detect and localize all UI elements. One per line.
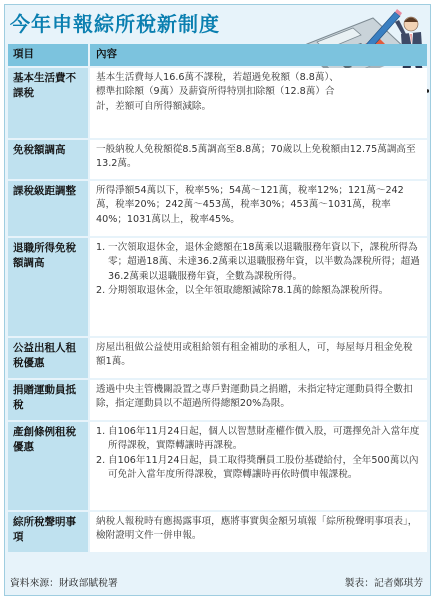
table-row (8, 238, 427, 336)
row-content (90, 422, 427, 510)
row-item: 產創條例租稅優惠 (8, 422, 88, 510)
table-row (8, 338, 427, 378)
page-title: 今年申報綜所稅新制度 (10, 12, 220, 36)
row-content: 納稅人報稅時有應揭露事項，應將事實與金額另填報「綜所稅聲明事項表」，檢附證明文件一併申報。 (90, 512, 427, 552)
table-row (8, 140, 427, 179)
list-item (96, 454, 421, 483)
list-item-number: 2. (96, 454, 106, 466)
row-content: 所得淨額54萬以下，稅率5%；54萬～121萬，稅率12%；121萬～242萬，稅率20%；242萬～453萬，稅率30%；453萬～1031萬，稅率40%；1031萬以上，稅率45%。 (90, 181, 427, 236)
row-item: 免稅額調高 (8, 140, 88, 179)
row-item: 課稅級距調整 (8, 181, 88, 236)
table-row (8, 181, 427, 236)
row-content (90, 238, 427, 336)
row-content: 透過中央主管機關設置之專戶對運動員之捐贈，未指定特定運動員得全數扣除，指定運動員以不超過所得總額20%為限。 (90, 380, 427, 420)
row-content: 一般納稅人免稅額從8.5萬調高至8.8萬；70歲以上免稅額由12.75萬調高至13.2萬。 (90, 140, 427, 179)
list-item-number: 1. (96, 425, 106, 437)
table-row (8, 512, 427, 552)
list-item-number: 1. (96, 241, 106, 253)
list-item (96, 241, 421, 284)
header-content: 內容 (90, 44, 427, 66)
list-item-text: 分期領取退休金，以全年領取總額減除78.1萬的餘額為課稅所得。 (108, 284, 389, 296)
table-row (8, 422, 427, 510)
source-note: 資料來源：財政部賦稅署 (10, 578, 118, 589)
row-item: 基本生活費不課稅 (8, 68, 88, 138)
list-item (96, 284, 421, 298)
row-item: 捐贈運動員抵稅 (8, 380, 88, 420)
list-item-text: 一次領取退休金，退休金總額在18萬乘以退職服務年資以下，課稅所得為零；超過18萬、未達36.2萬乘以退職服務年資，以半數為課稅所得；超過36.2萬乘以退職服務年資，全數為課稅所得。 (108, 241, 420, 282)
tax-table (8, 44, 427, 552)
table-row (8, 68, 427, 138)
row-item: 公益出租人租稅優惠 (8, 338, 88, 378)
row-item: 綜所稅聲明事項 (8, 512, 88, 552)
row-content: 房屋出租做公益使用或租給領有租金補助的承租人，可，每屋每月租金免稅額1萬。 (90, 338, 427, 378)
list-item-number: 2. (96, 284, 106, 296)
list-item-text: 自106年11月24日起，個人以智慧財產權作價入股，可選擇免計入當年度所得課稅，實際轉讓時再課稅。 (108, 425, 420, 452)
table-row (8, 380, 427, 420)
list-item (96, 425, 421, 454)
header-item: 項目 (8, 44, 88, 66)
list-item-text: 自106年11月24日起，員工取得獎酬員工股份基礎給付，全年500萬以內可免計入當年度所得課稅，實際轉讓時再依時價申報課稅。 (108, 454, 419, 480)
footer (10, 575, 423, 589)
row-item: 退職所得免稅額調高 (8, 238, 88, 336)
table-header-row (8, 44, 427, 66)
credit-note: 製表：記者鄭琪芳 (344, 578, 423, 589)
row-content: 基本生活費每人16.6萬不課稅，若超過免稅額（8.8萬）、標準扣除額（9萬）及薪資所得特別扣除額（12.8萬）合計，差額可自所得額減除。 (90, 68, 427, 138)
